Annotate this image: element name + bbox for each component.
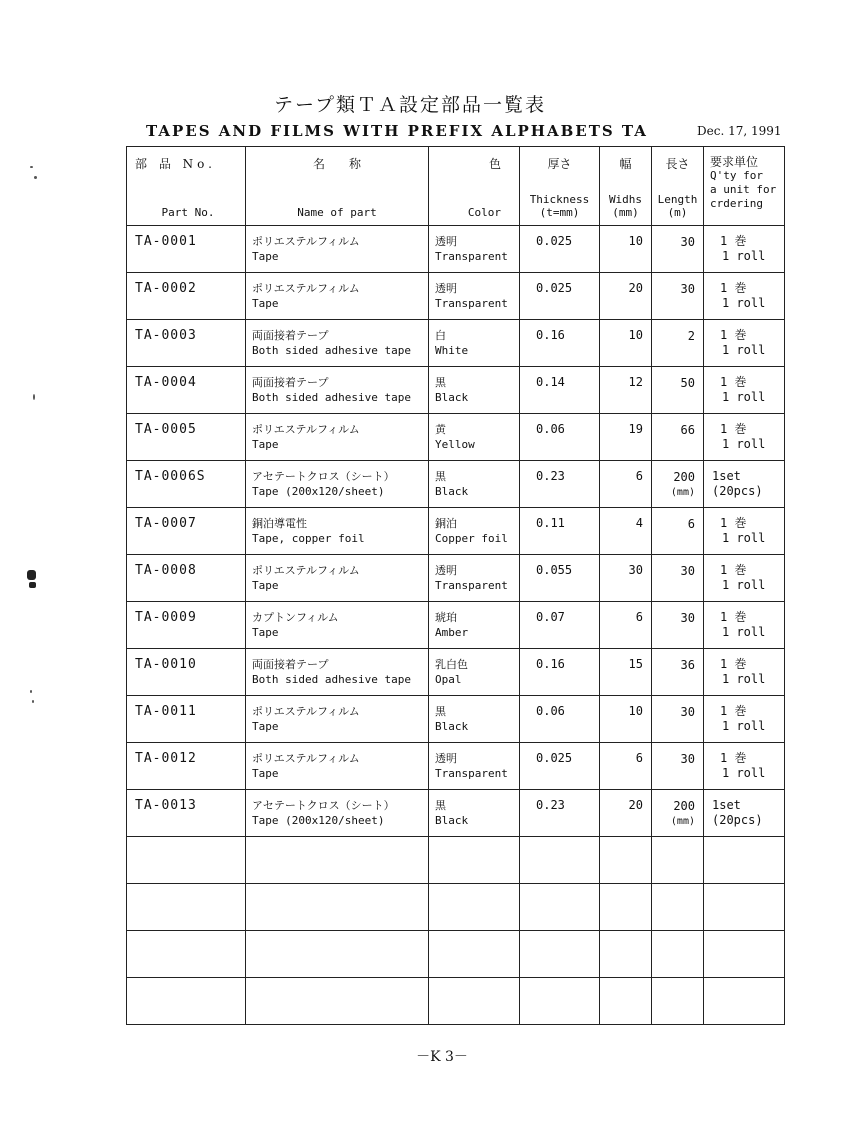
- cell-part-no: TA-0001: [127, 226, 246, 273]
- empty-cell: [704, 931, 785, 978]
- cell-width: 10: [600, 320, 652, 367]
- cell-length: 30: [652, 226, 704, 273]
- empty-cell: [429, 978, 520, 1025]
- cell-name: 両面接着テープ Both sided adhesive tape: [246, 649, 429, 696]
- empty-cell: [704, 884, 785, 931]
- cell-name: 両面接着テープ Both sided adhesive tape: [246, 320, 429, 367]
- cell-part-no: TA-0008: [127, 555, 246, 602]
- cell-width: 6: [600, 602, 652, 649]
- table-row: [127, 461, 785, 508]
- cell-qty: 1set (20pcs): [704, 461, 785, 508]
- header-part-no: 部 品 No. Part No.: [127, 147, 246, 226]
- cell-length: 2: [652, 320, 704, 367]
- header-length: 長さ Length (m): [652, 147, 704, 226]
- cell-color: 黄 Yellow: [429, 414, 520, 461]
- header-thickness: 厚さ Thickness (t=mm): [520, 147, 600, 226]
- empty-cell: [704, 837, 785, 884]
- empty-cell: [246, 884, 429, 931]
- cell-thickness: 0.14: [520, 367, 600, 414]
- empty-cell: [127, 884, 246, 931]
- empty-cell: [652, 931, 704, 978]
- cell-name: ポリエステルフィルム Tape: [246, 743, 429, 790]
- cell-color: 黒 Black: [429, 790, 520, 837]
- cell-color: 黒 Black: [429, 696, 520, 743]
- empty-table-row: [127, 884, 785, 931]
- cell-length: 50: [652, 367, 704, 414]
- cell-length: 66: [652, 414, 704, 461]
- table-row: [127, 320, 785, 367]
- cell-name: ポリエステルフィルム Tape: [246, 226, 429, 273]
- cell-color: 黒 Black: [429, 367, 520, 414]
- empty-cell: [429, 931, 520, 978]
- cell-thickness: 0.07: [520, 602, 600, 649]
- cell-width: 4: [600, 508, 652, 555]
- cell-qty: 1 巻 1 roll: [704, 367, 785, 414]
- empty-cell: [127, 978, 246, 1025]
- scan-speck: [26, 568, 40, 598]
- header-qty: 要求単位 Q'ty for a unit for crdering: [704, 147, 785, 226]
- empty-cell: [429, 837, 520, 884]
- cell-name: カプトンフィルム Tape: [246, 602, 429, 649]
- cell-width: 19: [600, 414, 652, 461]
- cell-width: 15: [600, 649, 652, 696]
- empty-cell: [520, 884, 600, 931]
- table-row: [127, 226, 785, 273]
- cell-name: 両面接着テープ Both sided adhesive tape: [246, 367, 429, 414]
- table-row: [127, 414, 785, 461]
- cell-color: 透明 Transparent: [429, 226, 520, 273]
- cell-name: アセテートクロス（シート） Tape (200x120/sheet): [246, 790, 429, 837]
- document-title-en: TAPES AND FILMS WITH PREFIX ALPHABETS TA: [146, 122, 648, 140]
- cell-qty: 1 巻 1 roll: [704, 226, 785, 273]
- cell-length: 30: [652, 602, 704, 649]
- empty-cell: [127, 837, 246, 884]
- cell-length: 30: [652, 273, 704, 320]
- cell-qty: 1 巻 1 roll: [704, 273, 785, 320]
- cell-qty: 1 巻 1 roll: [704, 649, 785, 696]
- scan-speck: [26, 160, 40, 190]
- empty-table-row: [127, 931, 785, 978]
- header-width: 幅 Widhs (mm): [600, 147, 652, 226]
- cell-thickness: 0.06: [520, 414, 600, 461]
- cell-thickness: 0.16: [520, 649, 600, 696]
- cell-thickness: 0.23: [520, 790, 600, 837]
- cell-qty: 1 巻 1 roll: [704, 555, 785, 602]
- cell-part-no: TA-0010: [127, 649, 246, 696]
- cell-qty: 1 巻 1 roll: [704, 508, 785, 555]
- empty-cell: [520, 931, 600, 978]
- empty-table-row: [127, 837, 785, 884]
- cell-part-no: TA-0004: [127, 367, 246, 414]
- cell-width: 12: [600, 367, 652, 414]
- table-row: [127, 696, 785, 743]
- empty-cell: [600, 978, 652, 1025]
- cell-part-no: TA-0009: [127, 602, 246, 649]
- cell-length: 36: [652, 649, 704, 696]
- cell-part-no: TA-0003: [127, 320, 246, 367]
- cell-thickness: 0.06: [520, 696, 600, 743]
- table-row: [127, 273, 785, 320]
- cell-width: 20: [600, 790, 652, 837]
- document-title-jp: テープ類ＴＡ設定部品一覧表: [273, 94, 547, 116]
- cell-color: 透明 Transparent: [429, 743, 520, 790]
- cell-part-no: TA-0007: [127, 508, 246, 555]
- empty-cell: [246, 978, 429, 1025]
- cell-part-no: TA-0005: [127, 414, 246, 461]
- cell-color: 白 White: [429, 320, 520, 367]
- cell-qty: 1set (20pcs): [704, 790, 785, 837]
- cell-length: 30: [652, 555, 704, 602]
- cell-qty: 1 巻 1 roll: [704, 743, 785, 790]
- cell-width: 6: [600, 461, 652, 508]
- empty-cell: [246, 837, 429, 884]
- empty-cell: [652, 978, 704, 1025]
- cell-thickness: 0.16: [520, 320, 600, 367]
- cell-part-no: TA-0002: [127, 273, 246, 320]
- table-row: [127, 367, 785, 414]
- scan-speck: [26, 688, 40, 708]
- cell-width: 6: [600, 743, 652, 790]
- document-date: Dec. 17, 1991: [697, 124, 782, 138]
- cell-width: 10: [600, 696, 652, 743]
- table-row: [127, 555, 785, 602]
- cell-qty: 1 巻 1 roll: [704, 320, 785, 367]
- cell-length: 30: [652, 696, 704, 743]
- cell-color: 透明 Transparent: [429, 555, 520, 602]
- cell-length: 200 (mm): [652, 461, 704, 508]
- header-color: 色 Color: [429, 147, 520, 226]
- cell-name: 銅泊導電性 Tape, copper foil: [246, 508, 429, 555]
- empty-cell: [704, 978, 785, 1025]
- empty-cell: [520, 837, 600, 884]
- cell-thickness: 0.025: [520, 273, 600, 320]
- cell-thickness: 0.11: [520, 508, 600, 555]
- cell-thickness: 0.055: [520, 555, 600, 602]
- cell-part-no: TA-0012: [127, 743, 246, 790]
- cell-part-no: TA-0013: [127, 790, 246, 837]
- cell-width: 30: [600, 555, 652, 602]
- cell-qty: 1 巻 1 roll: [704, 602, 785, 649]
- cell-thickness: 0.025: [520, 226, 600, 273]
- cell-color: 黒 Black: [429, 461, 520, 508]
- cell-length: 30: [652, 743, 704, 790]
- empty-cell: [652, 837, 704, 884]
- empty-cell: [600, 884, 652, 931]
- empty-cell: [600, 931, 652, 978]
- empty-cell: [600, 837, 652, 884]
- cell-name: アセテートクロス（シート） Tape (200x120/sheet): [246, 461, 429, 508]
- cell-qty: 1 巻 1 roll: [704, 414, 785, 461]
- empty-cell: [127, 931, 246, 978]
- cell-name: ポリエステルフィルム Tape: [246, 414, 429, 461]
- cell-thickness: 0.23: [520, 461, 600, 508]
- cell-qty: 1 巻 1 roll: [704, 696, 785, 743]
- cell-part-no: TA-0011: [127, 696, 246, 743]
- header-name: 名 称 Name of part: [246, 147, 429, 226]
- empty-cell: [652, 884, 704, 931]
- table-row: [127, 508, 785, 555]
- cell-part-no: TA-0006S: [127, 461, 246, 508]
- cell-width: 20: [600, 273, 652, 320]
- table-row: [127, 790, 785, 837]
- table-row: [127, 602, 785, 649]
- scan-speck: [26, 392, 40, 406]
- cell-name: ポリエステルフィルム Tape: [246, 696, 429, 743]
- cell-thickness: 0.025: [520, 743, 600, 790]
- cell-width: 10: [600, 226, 652, 273]
- cell-name: ポリエステルフィルム Tape: [246, 273, 429, 320]
- cell-name: ポリエステルフィルム Tape: [246, 555, 429, 602]
- cell-length: 6: [652, 508, 704, 555]
- cell-color: 銅泊 Copper foil: [429, 508, 520, 555]
- cell-color: 琥珀 Amber: [429, 602, 520, 649]
- table-header-row: [127, 147, 785, 226]
- empty-table-row: [127, 978, 785, 1025]
- cell-color: 乳白色 Opal: [429, 649, 520, 696]
- cell-color: 透明 Transparent: [429, 273, 520, 320]
- page-number: －K 3－: [416, 1049, 468, 1065]
- cell-length: 200 (mm): [652, 790, 704, 837]
- empty-cell: [429, 884, 520, 931]
- empty-cell: [246, 931, 429, 978]
- table-row: [127, 743, 785, 790]
- parts-table: [126, 146, 785, 1025]
- empty-cell: [520, 978, 600, 1025]
- table-row: [127, 649, 785, 696]
